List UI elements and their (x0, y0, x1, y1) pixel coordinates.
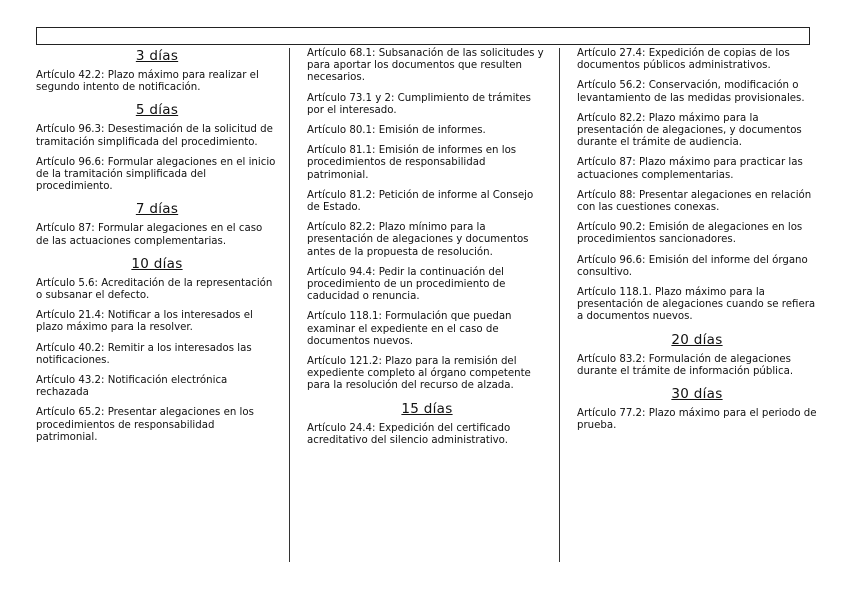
column-3 (577, 48, 817, 440)
article-item: Artículo 68.1: Subsanación de las solicitudes y para aportar los documentos que resulten necesarios. (307, 48, 544, 84)
article-item: Artículo 65.2: Presentar alegaciones en los procedimientos de responsabilidad patrimonial. (36, 407, 254, 443)
article-item: Artículo 83.2: Formulación de alegaciones durante el trámite de información pública. (577, 353, 794, 377)
section-heading: 10 días (131, 255, 183, 272)
column-2 (307, 48, 547, 455)
article-item: Artículo 94.4: Pedir la continuación del procedimiento de un procedimiento de caducidad o renuncia. (307, 266, 506, 303)
article-item: Artículo 121.2: Plazo para la remisión del expediente completo al órgano competente para la resolución del recurso de alzada. (307, 356, 531, 392)
article-item: Artículo 82.2: Plazo mínimo para la presentación de alegaciones y documentos antes de la propuesta de resolución. (307, 222, 529, 258)
section-heading: 20 días (671, 331, 723, 348)
article-item: Artículo 24.4: Expedición del certificado acreditativo del silencio administrativo. (307, 422, 511, 446)
article-item: Artículo 73.1 y 2: Cumplimiento de trámites por el interesado. (307, 92, 531, 116)
article-item: Artículo 118.1. Plazo máximo para la presentación de alegaciones cuando se refiera a documentos nuevos. (577, 287, 816, 323)
article-item: Artículo 80.1: Emisión de informes. (307, 125, 486, 137)
section-heading: 15 días (401, 400, 453, 417)
article-item: Artículo 21.4: Notificar a los interesados el plazo máximo para la resolver. (36, 310, 253, 334)
article-item: Artículo 42.2: Plazo máximo para realizar el segundo intento de notificación. (36, 70, 259, 94)
article-item: Artículo 40.2: Remitir a los interesados las notificaciones. (36, 342, 252, 366)
article-item: Artículo 96.6: Emisión del informe del órgano consultivo. (577, 254, 808, 278)
article-item: Artículo 87: Formular alegaciones en el caso de las actuaciones complementarias. (36, 223, 263, 247)
section-heading: 3 días (135, 48, 179, 64)
article-item: Artículo 87: Plazo máximo para practicar las actuaciones complementarias. (577, 157, 803, 181)
title-box (36, 27, 810, 45)
article-item: Artículo 27.4: Expedición de copias de los documentos públicos administrativos. (577, 48, 790, 72)
section-heading: 5 días (135, 102, 179, 119)
article-item: Artículo 96.3: Desestimación de la solicitud de tramitación simplificada del procedimiento. (36, 124, 273, 148)
article-item: Artículo 82.2: Plazo máximo para la presentación de alegaciones, y documentos durante el trámite de audiencia. (577, 112, 802, 149)
article-item: Artículo 77.2: Plazo máximo para el periodo de prueba. (577, 408, 817, 432)
article-item: Artículo 88: Presentar alegaciones en relación con las cuestiones conexas. (577, 189, 812, 214)
article-item: Artículo 90.2: Emisión de alegaciones en los procedimientos sancionadores. (577, 222, 803, 246)
article-item: Artículo 5.6: Acreditación de la representación o subsanar el defecto. (36, 277, 273, 302)
article-item: Artículo 56.2: Conservación, modificación o levantamiento de las medidas provisionales. (577, 80, 805, 104)
article-item: Artículo 81.2: Petición de informe al Consejo de Estado. (307, 189, 534, 214)
section-heading: 30 días (671, 386, 723, 403)
column-divider (559, 48, 560, 562)
article-item: Artículo 118.1: Formulación que puedan examinar el expediente en el caso de documentos nuevos. (307, 311, 512, 347)
section-heading: 7 días (135, 201, 179, 218)
article-item: Artículo 96.6: Formular alegaciones en el inicio de la tramitación simplificada del procedimiento. (36, 156, 276, 193)
column-1 (36, 48, 278, 452)
article-item: Artículo 43.2: Notificación electrónica rechazada (36, 375, 228, 399)
article-item: Artículo 81.1: Emisión de informes en los procedimientos de responsabilidad patrimonial. (307, 145, 517, 181)
column-divider (289, 48, 290, 562)
